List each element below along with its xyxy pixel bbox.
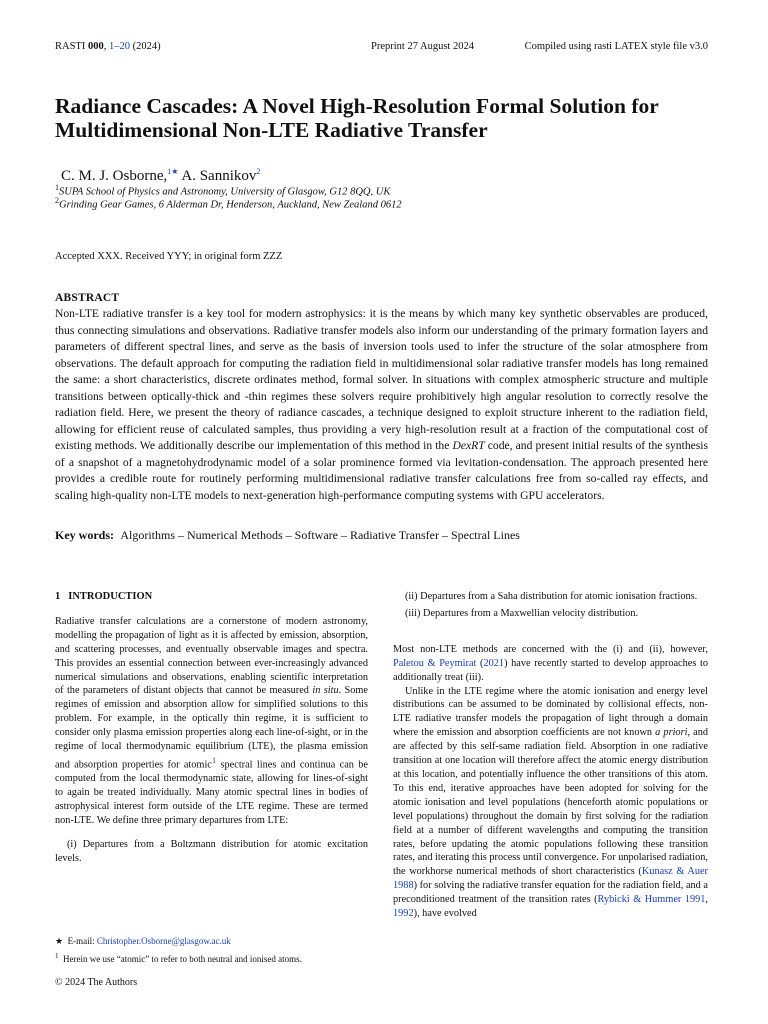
- journal-name: RASTI: [55, 41, 86, 52]
- affiliation-1: $^1$SUPA School of Physics and Astronomy, University of Glasgow, G12 8QQ, UK: [55, 183, 391, 198]
- citation-paletou-year[interactable]: 2021: [483, 657, 505, 669]
- author-osborne: C. M. J. Osborne,: [61, 168, 168, 184]
- affiliation-2: $^2$Grinding Gear Games, 6 Alderman Dr, Henderson, Auckland, New Zealand 0612: [55, 196, 402, 211]
- keywords-list: Algorithms – Numerical Methods – Software – Radiative Transfer – Spectral Lines: [120, 528, 520, 542]
- citation-rybicki-1992[interactable]: 1992: [393, 908, 414, 920]
- intro-paragraph-3: Unlike in the LTE regime where the atomic ionisation and energy level distributions can be assumed to be dominated by collisional effects, non-LTE radiative transfer models the propagation of light through a domain where the emission and absorption coefficients are not known a priori, and are affected by this self-same radiation field. Absorption in one radiative transition at one location will therefore affect the atomic energy distribution at this location, and potentially influence the other transitions of this atom. To this end, iterative approaches have been adopted for solving for the atomic ionisation and level populations (henceforth atomic populations or level populations) throughout the domain by first solving for the radiation field at a number of different wavelengths and computing the transition rates, before updating the atomic populations following these transition rates, and iterating this process until convergence. For unpolarised radiation, the workhorse numerical methods of short characteristics (Kunasz & Auer 1988) for solving the radiative transfer equation for the radiation field, and a preconditioned treatment of the transition rates (Rybicki & Hummer 1991, 1992), have evolved: [393, 685, 708, 920]
- right-column: [393, 590, 708, 921]
- paper-title: Radiance Cascades: A Novel High-Resolution Formal Solution for Multidimensional Non-LTE Radiative Transfer: [55, 94, 659, 142]
- left-column: [55, 590, 368, 866]
- author-osborne-marks[interactable]: 1★: [167, 167, 179, 176]
- page-range-link[interactable]: 1–20: [108, 41, 130, 52]
- author-sannikov: A. Sannikov: [178, 168, 257, 184]
- footnotes: [55, 935, 368, 968]
- citation-paletou[interactable]: Paletou & Peymirat: [393, 657, 477, 669]
- copyright: © 2024 The Authors: [55, 977, 138, 988]
- email-link[interactable]: Christopher.Osborne@glasgow.ac.uk: [96, 936, 231, 946]
- keywords-label: Key words:: [55, 528, 114, 542]
- intro-paragraph-2: Most non-LTE methods are concerned with the (i) and (ii), however, Paletou & Peymirat (2021) have recently started to develop approaches to additionally treat (iii).: [393, 643, 709, 683]
- citation-rybicki-1991[interactable]: Rybicki & Hummer 1991: [597, 894, 706, 906]
- keywords: [55, 528, 708, 543]
- section-heading: 1 INTRODUCTION: [55, 591, 153, 602]
- abstract-text: Non-LTE radiative transfer is a key tool for modern astrophysics: it is the means by which many key synthetic observables are produced, thus connecting simulations and observations. Radiative transfer models also inform our understanding of the primary formation layers and parameters of different spectral lines, and serve as the basis of inversion tools used to infer the structure of the solar atmosphere from observations. The default approach for computing the radiation field in multidimensional solar radiative transfer models has long remained the same: a short characteristics, discrete ordinates method, formal solver. In situations with complex atmospheric structure and multiple transitions between optically-thick and -thin regimes these solvers require prohibitively high angular resolution to correctly resolve the radiation field. Here, we present the theory of radiance cascades, a technique designed to exploit structure inherent to the radiation field, allowing for efficient reuse of calculated samples, thus providing a very high-resolution result at a fraction of the computational cost of existing methods. We additionally describe our implementation of this method in the DexRT code, and present initial results of the synthesis of a snapshot of a magnetohydrodynamic model of a solar prominence formed via levitation-condensation. The approach presented here provides a credible route for routinely performing multidimensional radiative transfer calculations free from so-called ray effects, and scaling high-quality non-LTE models to next-generation high-performance computing systems with GPU accelerators.: [55, 307, 709, 502]
- author-sannikov-mark[interactable]: 2: [256, 167, 261, 176]
- intro-paragraph-1: Radiative transfer calculations are a cornerstone of modern astronomy, modelling the propagation of light as it is affected by emission, absorption, and scattering processes, and eventually observable images and spectra. This provides an essential connection between ever-increasingly advanced numerical simulations and observations, enabling scientific interpretation of the parameters of distant objects that cannot be measured in situ. Some regimes of emission and absorption allow for simplified solutions to this problem. For example, in the optically thin regime, it is sufficient to consider only plasma emission properties along each line-of-sight, or in the regime of local thermodynamic equilibrium (LTE), the plasma emission and absorption properties for atomic$^1$ spectral lines and continua can be computed from the local thermodynamic state, allowing for lines-of-sight to again be treated individually. Many atomic spectral lines in bodies of astrophysical interest form outside of the LTE regime. These are termed non-LTE. We define three primary departures from LTE:: [55, 615, 368, 827]
- list-item-i: (i) Departures from a Boltzmann distribution for atomic excitation levels.: [55, 838, 368, 864]
- list-item-iii: (iii) Departures from a Maxwellian velocity distribution.: [405, 607, 639, 619]
- running-header-citation: RASTI 000, 1–20 (2024): [55, 41, 161, 52]
- volume-number: 000: [87, 41, 104, 52]
- footnote-email: ★ E-mail: Christopher.Osborne@glasgow.ac.uk: [55, 936, 231, 946]
- citation-kunasz[interactable]: Kunasz & Auer 1988: [393, 866, 708, 892]
- year: (2024): [129, 41, 161, 52]
- footnote-1-ref[interactable]: 1: [211, 754, 217, 765]
- footnote-1: $^1$ Herein we use “atomic” to refer to both neutral and ionised atoms.: [55, 952, 302, 964]
- style-file-note: Compiled using rasti LATEX style file v3.0: [524, 41, 708, 52]
- code-name: DexRT: [452, 439, 485, 452]
- abstract-heading: ABSTRACT: [55, 292, 120, 304]
- preprint-date: Preprint 27 August 2024: [371, 41, 474, 52]
- accepted-note: Accepted XXX. Received YYY; in original form ZZZ: [55, 251, 283, 262]
- list-item-ii: (ii) Departures from a Saha distribution for atomic ionisation fractions.: [405, 591, 698, 602]
